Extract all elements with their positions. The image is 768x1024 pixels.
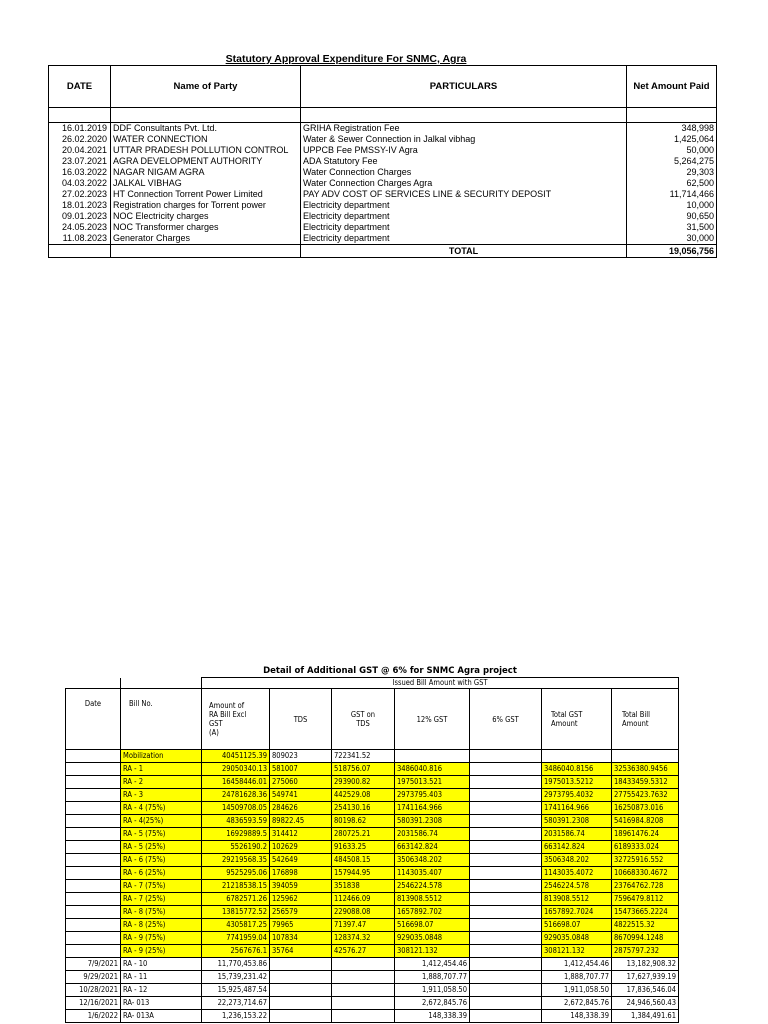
row-date: 24.05.2023 [49,222,111,233]
row-bill-no: RA - 4(25%) [121,815,202,828]
table-row [66,971,679,984]
row-date: 26.02.2020 [49,134,111,145]
row-party: DDF Consultants Pvt. Ltd. [111,123,301,135]
row-tds [270,984,332,997]
row-date: 04.03.2022 [49,178,111,189]
row-ra-amount: 21218538.15 [202,880,270,893]
row-gst-on-tds: 157944.95 [332,867,395,880]
row-12-gst: 3486040.816 [395,763,470,776]
row-ra-amount: 16458446.01 [202,776,270,789]
row-ra-amount: 40451125.39 [202,750,270,763]
row-6-gst [470,945,542,958]
row-12-gst: 1975013.521 [395,776,470,789]
row-total-gst: 1,888,707.77 [542,971,612,984]
row-amount: 11,714,466 [627,189,717,200]
row-ra-amount: 2567676.1 [202,945,270,958]
row-total-bill: 16250873.016 [612,802,679,815]
col-header-date: Date [66,689,121,750]
row-bill-no: RA - 10 [121,958,202,971]
row-6-gst [470,854,542,867]
row-12-gst: 2,672,845.76 [395,997,470,1010]
row-bill-no: RA - 1 [121,763,202,776]
table-row [66,789,679,802]
row-date [66,906,121,919]
row-date [66,828,121,841]
row-12-gst: 1,911,058.50 [395,984,470,997]
gst-detail-title: Detail of Additional GST @ 6% for SNMC Agra project [263,666,517,676]
row-total-bill: 7596479.8112 [612,893,679,906]
row-amount: 348,998 [627,123,717,135]
row-amount: 50,000 [627,145,717,156]
row-12-gst: 1657892.702 [395,906,470,919]
row-particulars: Electricity department [301,233,627,245]
row-12-gst: 148,338.39 [395,1010,470,1023]
row-total-bill: 4822515.32 [612,919,679,932]
row-12-gst: 2973795.403 [395,789,470,802]
row-particulars: ADA Statutory Fee [301,156,627,167]
row-tds: 79965 [270,919,332,932]
row-gst-on-tds: 229088.08 [332,906,395,919]
table-row [66,802,679,815]
row-date [66,867,121,880]
row-particulars: Electricity department [301,211,627,222]
table-row [66,815,679,828]
row-total-bill: 15473665.2224 [612,906,679,919]
row-date: 27.02.2023 [49,189,111,200]
row-bill-no: RA - 5 (25%) [121,841,202,854]
row-ra-amount: 11,770,453.86 [202,958,270,971]
row-particulars: PAY ADV COST OF SERVICES LINE & SECURITY DEPOSIT [301,189,627,200]
row-ra-amount: 13815772.52 [202,906,270,919]
row-6-gst [470,789,542,802]
col-header-amount: Net Amount Paid [627,66,717,108]
row-ra-amount: 16929889.5 [202,828,270,841]
row-amount: 62,500 [627,178,717,189]
row-tds: 549741 [270,789,332,802]
row-6-gst [470,997,542,1010]
row-date: 7/9/2021 [66,958,121,971]
row-amount: 10,000 [627,200,717,211]
row-total-gst: 1,412,454.46 [542,958,612,971]
row-party: Registration charges for Torrent power [111,200,301,211]
table-row [49,123,717,135]
row-tds: 125962 [270,893,332,906]
row-6-gst [470,750,542,763]
row-12-gst: 813908.5512 [395,893,470,906]
row-amount: 1,425,064 [627,134,717,145]
row-gst-on-tds: 351838 [332,880,395,893]
row-12-gst: 308121.132 [395,945,470,958]
row-date [66,815,121,828]
col-header-gst-on-tds: GST on TDS [332,689,395,750]
row-party: AGRA DEVELOPMENT AUTHORITY [111,156,301,167]
row-6-gst [470,893,542,906]
row-tds: 35764 [270,945,332,958]
table-row [66,763,679,776]
row-12-gst: 1,412,454.46 [395,958,470,971]
row-bill-no: RA - 12 [121,984,202,997]
row-gst-on-tds [332,958,395,971]
row-particulars: Water & Sewer Connection in Jalkal vibhag [301,134,627,145]
row-date: 10/28/2021 [66,984,121,997]
row-total-bill: 18961476.24 [612,828,679,841]
statutory-expenditure-table [48,65,717,258]
row-date [66,841,121,854]
row-date: 23.07.2021 [49,156,111,167]
row-bill-no: RA - 2 [121,776,202,789]
row-total-gst: 1143035.4072 [542,867,612,880]
row-date: 16.01.2019 [49,123,111,135]
row-gst-on-tds: 484508.15 [332,854,395,867]
row-tds: 89822.45 [270,815,332,828]
row-total-bill: 10668330.4672 [612,867,679,880]
row-bill-no: RA - 4 (75%) [121,802,202,815]
table-row [49,134,717,145]
row-6-gst [470,828,542,841]
row-6-gst [470,906,542,919]
total-row [49,245,717,258]
row-total-bill: 17,836,546.04 [612,984,679,997]
col-header-bill-no: Bill No. [121,689,202,750]
row-6-gst [470,763,542,776]
table-row [66,776,679,789]
col-header-total-gst: Total GST Amount [542,689,612,750]
row-12-gst: 3506348.202 [395,854,470,867]
row-ra-amount: 4305817.25 [202,919,270,932]
row-party: JALKAL VIBHAG [111,178,301,189]
row-6-gst [470,932,542,945]
row-total-gst: 3506348.202 [542,854,612,867]
row-amount: 5,264,275 [627,156,717,167]
row-amount: 30,000 [627,233,717,245]
row-particulars: UPPCB Fee PMSSY-IV Agra [301,145,627,156]
row-total-gst: 929035.0848 [542,932,612,945]
row-gst-on-tds: 280725.21 [332,828,395,841]
table-row [66,867,679,880]
row-tds: 542649 [270,854,332,867]
row-ra-amount: 29219568.35 [202,854,270,867]
row-ra-amount: 14509708.05 [202,802,270,815]
row-tds: 809023 [270,750,332,763]
table-row [66,893,679,906]
row-gst-on-tds: 254130.16 [332,802,395,815]
row-tds [270,1010,332,1023]
table-row [66,841,679,854]
row-total-bill: 32725916.552 [612,854,679,867]
row-bill-no: RA- 013 [121,997,202,1010]
row-ra-amount: 7741959.04 [202,932,270,945]
row-bill-no: RA- 013A [121,1010,202,1023]
row-12-gst: 1741164.966 [395,802,470,815]
row-party: UTTAR PRADESH POLLUTION CONTROL [111,145,301,156]
row-bill-no: RA - 8 (25%) [121,919,202,932]
table-row [49,211,717,222]
row-bill-no: RA - 11 [121,971,202,984]
row-party: NAGAR NIGAM AGRA [111,167,301,178]
row-particulars: GRIHA Registration Fee [301,123,627,135]
row-bill-no: RA - 9 (75%) [121,932,202,945]
row-bill-no: RA - 8 (75%) [121,906,202,919]
row-tds [270,958,332,971]
row-gst-on-tds: 293900.82 [332,776,395,789]
row-12-gst: 1143035.407 [395,867,470,880]
table-row [66,945,679,958]
row-12-gst: 1,888,707.77 [395,971,470,984]
row-particulars: Water Connection Charges [301,167,627,178]
row-gst-on-tds: 80198.62 [332,815,395,828]
row-party: HT Connection Torrent Power Limited [111,189,301,200]
table-row [49,156,717,167]
row-date [66,750,121,763]
row-total-bill: 13,182,908.32 [612,958,679,971]
table-row [66,984,679,997]
row-gst-on-tds: 42576.27 [332,945,395,958]
row-date [66,880,121,893]
col-header-party: Name of Party [111,66,301,108]
row-party: WATER CONNECTION [111,134,301,145]
table-row [66,997,679,1010]
gst-detail-body [66,678,679,1023]
row-tds: 107834 [270,932,332,945]
row-6-gst [470,815,542,828]
row-total-gst: 2031586.74 [542,828,612,841]
row-12-gst [395,750,470,763]
table-spacer-row [49,108,717,123]
row-date [66,776,121,789]
row-amount: 90,650 [627,211,717,222]
row-ra-amount: 5526190.2 [202,841,270,854]
row-amount: 31,500 [627,222,717,233]
row-gst-on-tds: 91633.25 [332,841,395,854]
row-date [66,945,121,958]
row-total-gst: 580391.2308 [542,815,612,828]
row-total-gst: 1,911,058.50 [542,984,612,997]
row-6-gst [470,958,542,971]
row-gst-on-tds [332,984,395,997]
row-tds: 176898 [270,867,332,880]
row-total-bill: 8670994.1248 [612,932,679,945]
row-party: NOC Transformer charges [111,222,301,233]
row-6-gst [470,867,542,880]
row-6-gst [470,841,542,854]
table-row [49,200,717,211]
row-gst-on-tds [332,971,395,984]
row-tds: 256579 [270,906,332,919]
row-party: NOC Electricity charges [111,211,301,222]
row-ra-amount: 1,236,153.22 [202,1010,270,1023]
row-date: 9/29/2021 [66,971,121,984]
row-total-gst: 663142.824 [542,841,612,854]
row-12-gst: 2546224.578 [395,880,470,893]
row-date [66,854,121,867]
row-bill-no: RA - 7 (25%) [121,893,202,906]
row-gst-on-tds: 71397.47 [332,919,395,932]
row-gst-on-tds: 722341.52 [332,750,395,763]
col-header-tds: TDS [270,689,332,750]
row-ra-amount: 24781628.36 [202,789,270,802]
row-date: 11.08.2023 [49,233,111,245]
statutory-expenditure-title: Statutory Approval Expenditure For SNMC, Agra [225,53,467,65]
row-date [66,789,121,802]
col-header-date: DATE [49,66,111,108]
row-total-gst: 2973795.4032 [542,789,612,802]
row-total-bill: 24,946,560.43 [612,997,679,1010]
row-date [66,919,121,932]
table-row [66,880,679,893]
row-date: 1/6/2022 [66,1010,121,1023]
row-12-gst: 516698.07 [395,919,470,932]
total-value: 19,056,756 [627,245,717,258]
row-ra-amount: 15,739,231.42 [202,971,270,984]
row-date [66,802,121,815]
row-12-gst: 929035.0848 [395,932,470,945]
row-total-gst: 1741164.966 [542,802,612,815]
row-total-bill: 1,384,491.61 [612,1010,679,1023]
row-total-bill: 27755423.7632 [612,789,679,802]
row-tds: 102629 [270,841,332,854]
row-ra-amount: 15,925,487.54 [202,984,270,997]
row-total-gst: 308121.132 [542,945,612,958]
row-bill-no: RA - 6 (75%) [121,854,202,867]
row-date [66,763,121,776]
table-row [49,178,717,189]
row-total-gst: 1975013.5212 [542,776,612,789]
row-amount: 29,303 [627,167,717,178]
row-date: 16.03.2022 [49,167,111,178]
row-total-bill [612,750,679,763]
row-total-bill: 2875797.232 [612,945,679,958]
row-ra-amount: 4836593.59 [202,815,270,828]
table-row [49,167,717,178]
row-12-gst: 663142.824 [395,841,470,854]
gst-detail-table [65,677,679,1023]
total-empty [49,245,111,258]
row-total-bill: 17,627,939.19 [612,971,679,984]
row-date: 20.04.2021 [49,145,111,156]
row-total-gst: 148,338.39 [542,1010,612,1023]
row-particulars: Electricity department [301,222,627,233]
col-header-ra-amount: Amount of RA Bill Excl GST (A) [202,689,270,750]
table-row [49,222,717,233]
table-row [66,919,679,932]
row-total-bill: 23764762.728 [612,880,679,893]
row-date [66,893,121,906]
row-bill-no: RA - 7 (75%) [121,880,202,893]
col-header-12-gst: 12% GST [395,689,470,750]
row-bill-no: RA - 6 (25%) [121,867,202,880]
row-gst-on-tds: 518756.07 [332,763,395,776]
row-bill-no: Mobilization [121,750,202,763]
table-row [66,958,679,971]
row-party: Generator Charges [111,233,301,245]
col-header-6-gst: 6% GST [470,689,542,750]
issued-bill-subheader: Issued Bill Amount with GST [202,678,679,689]
row-gst-on-tds: 112466.09 [332,893,395,906]
table-row [66,932,679,945]
col-header-total-bill: Total Bill Amount [612,689,679,750]
row-ra-amount: 29050340.13 [202,763,270,776]
row-total-gst: 516698.07 [542,919,612,932]
col-header-particulars: PARTICULARS [301,66,627,108]
row-date [66,932,121,945]
row-ra-amount: 9525295.06 [202,867,270,880]
row-total-gst: 813908.5512 [542,893,612,906]
row-total-gst [542,750,612,763]
row-total-gst: 2,672,845.76 [542,997,612,1010]
table-row [49,233,717,245]
row-12-gst: 2031586.74 [395,828,470,841]
table-row [49,189,717,200]
row-tds: 581007 [270,763,332,776]
row-6-gst [470,984,542,997]
statutory-expenditure-body [49,108,717,258]
row-total-gst: 2546224.578 [542,880,612,893]
row-6-gst [470,919,542,932]
row-date: 09.01.2023 [49,211,111,222]
table-row [66,854,679,867]
row-total-bill: 5416984.8208 [612,815,679,828]
table-row [66,906,679,919]
row-gst-on-tds [332,997,395,1010]
row-bill-no: RA - 3 [121,789,202,802]
total-empty [111,245,301,258]
row-total-bill: 32536380.9456 [612,763,679,776]
row-bill-no: RA - 9 (25%) [121,945,202,958]
row-total-gst: 3486040.8156 [542,763,612,776]
table-row [66,828,679,841]
row-12-gst: 580391.2308 [395,815,470,828]
row-date: 18.01.2023 [49,200,111,211]
row-total-gst: 1657892.7024 [542,906,612,919]
row-6-gst [470,776,542,789]
row-ra-amount: 6782571.26 [202,893,270,906]
row-gst-on-tds: 128374.32 [332,932,395,945]
row-tds: 394059 [270,880,332,893]
table-row [66,1010,679,1023]
row-date: 12/16/2021 [66,997,121,1010]
row-6-gst [470,802,542,815]
table-row [49,145,717,156]
row-6-gst [470,880,542,893]
row-total-bill: 18433459.5312 [612,776,679,789]
row-6-gst [470,971,542,984]
row-bill-no: RA - 5 (75%) [121,828,202,841]
row-tds: 284626 [270,802,332,815]
row-6-gst [470,1010,542,1023]
row-ra-amount: 22,273,714.67 [202,997,270,1010]
row-gst-on-tds: 442529.08 [332,789,395,802]
row-tds [270,997,332,1010]
row-gst-on-tds [332,1010,395,1023]
row-tds: 275060 [270,776,332,789]
table-row [66,750,679,763]
row-particulars: Electricity department [301,200,627,211]
total-label: TOTAL [301,245,627,258]
row-total-bill: 6189333.024 [612,841,679,854]
row-tds [270,971,332,984]
row-tds: 314412 [270,828,332,841]
row-particulars: Water Connection Charges Agra [301,178,627,189]
